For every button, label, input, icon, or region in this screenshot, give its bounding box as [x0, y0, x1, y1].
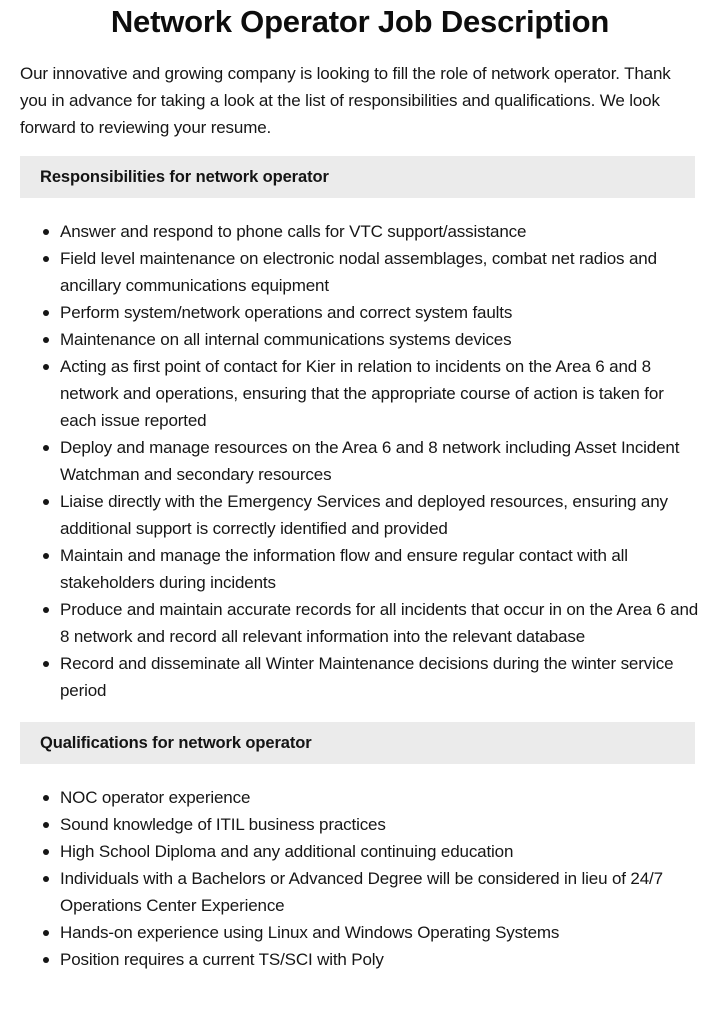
list-item	[60, 434, 700, 488]
responsibilities-section	[20, 156, 700, 704]
bullet-icon	[43, 795, 49, 801]
bullet-icon	[43, 445, 49, 451]
list-item	[60, 838, 700, 865]
list-item-text: Individuals with a Bachelors or Advanced Degree will be considered in lieu of 24/7 Operations Center Experience	[60, 869, 663, 915]
bullet-icon	[43, 310, 49, 316]
bullet-icon	[43, 499, 49, 505]
list-item-text: Field level maintenance on electronic nodal assemblages, combat net radios and ancillary communications equipment	[60, 249, 657, 295]
bullet-icon	[43, 957, 49, 963]
list-item-text: Position requires a current TS/SCI with Poly	[60, 950, 384, 969]
list-item	[60, 326, 700, 353]
bullet-icon	[43, 337, 49, 343]
list-item-text: Answer and respond to phone calls for VTC support/assistance	[60, 222, 527, 241]
bullet-icon	[43, 229, 49, 235]
list-item	[60, 353, 700, 434]
list-item	[60, 784, 700, 811]
list-item-text: High School Diploma and any additional continuing education	[60, 842, 514, 861]
list-item	[60, 596, 700, 650]
qualifications-heading: Qualifications for network operator	[20, 722, 695, 764]
intro-paragraph: Our innovative and growing company is looking to fill the role of network operator. Thank you in advance for taking a look at the list of responsibilities and qualifications. We look forward to reviewing your resume.	[20, 64, 671, 137]
list-item	[60, 245, 700, 299]
qualifications-section	[20, 722, 700, 973]
list-item-text: Liaise directly with the Emergency Services and deployed resources, ensuring any additional support is correctly identified and provided	[60, 492, 668, 538]
list-item-text: Acting as first point of contact for Kier in relation to incidents on the Area 6 and 8 network and operations, ensuring that the appropriate course of action is taken for each issue reported	[60, 357, 664, 430]
list-item-text: Perform system/network operations and correct system faults	[60, 303, 513, 322]
list-item-text: NOC operator experience	[60, 788, 251, 807]
responsibilities-heading: Responsibilities for network operator	[20, 156, 695, 198]
list-item	[60, 218, 700, 245]
list-item-text: Produce and maintain accurate records for all incidents that occur in on the Area 6 and 8 network and record all relevant information into the relevant database	[60, 600, 699, 646]
list-item-text: Deploy and manage resources on the Area 6 and 8 network including Asset Incident Watchman and secondary resources	[60, 438, 680, 484]
list-item-text: Sound knowledge of ITIL business practices	[60, 815, 386, 834]
bullet-icon	[43, 876, 49, 882]
list-item	[60, 919, 700, 946]
bullet-icon	[43, 607, 49, 613]
list-item	[60, 542, 700, 596]
bullet-icon	[43, 849, 49, 855]
list-item-text: Record and disseminate all Winter Maintenance decisions during the winter service period	[60, 654, 674, 700]
page-title: Network Operator Job Description	[110, 4, 610, 39]
bullet-icon	[43, 822, 49, 828]
bullet-icon	[43, 930, 49, 936]
list-item	[60, 488, 700, 542]
list-item-text: Maintenance on all internal communications systems devices	[60, 330, 512, 349]
bullet-icon	[43, 553, 49, 559]
bullet-icon	[43, 256, 49, 262]
list-item	[60, 650, 700, 704]
list-item-text: Hands-on experience using Linux and Windows Operating Systems	[60, 923, 560, 942]
bullet-icon	[43, 661, 49, 667]
bullet-icon	[43, 364, 49, 370]
list-item	[60, 865, 700, 919]
responsibilities-list	[20, 218, 700, 704]
list-item	[60, 946, 700, 973]
qualifications-list	[20, 784, 700, 973]
list-item	[60, 299, 700, 326]
list-item	[60, 811, 700, 838]
list-item-text: Maintain and manage the information flow and ensure regular contact with all stakeholders during incidents	[60, 546, 628, 592]
